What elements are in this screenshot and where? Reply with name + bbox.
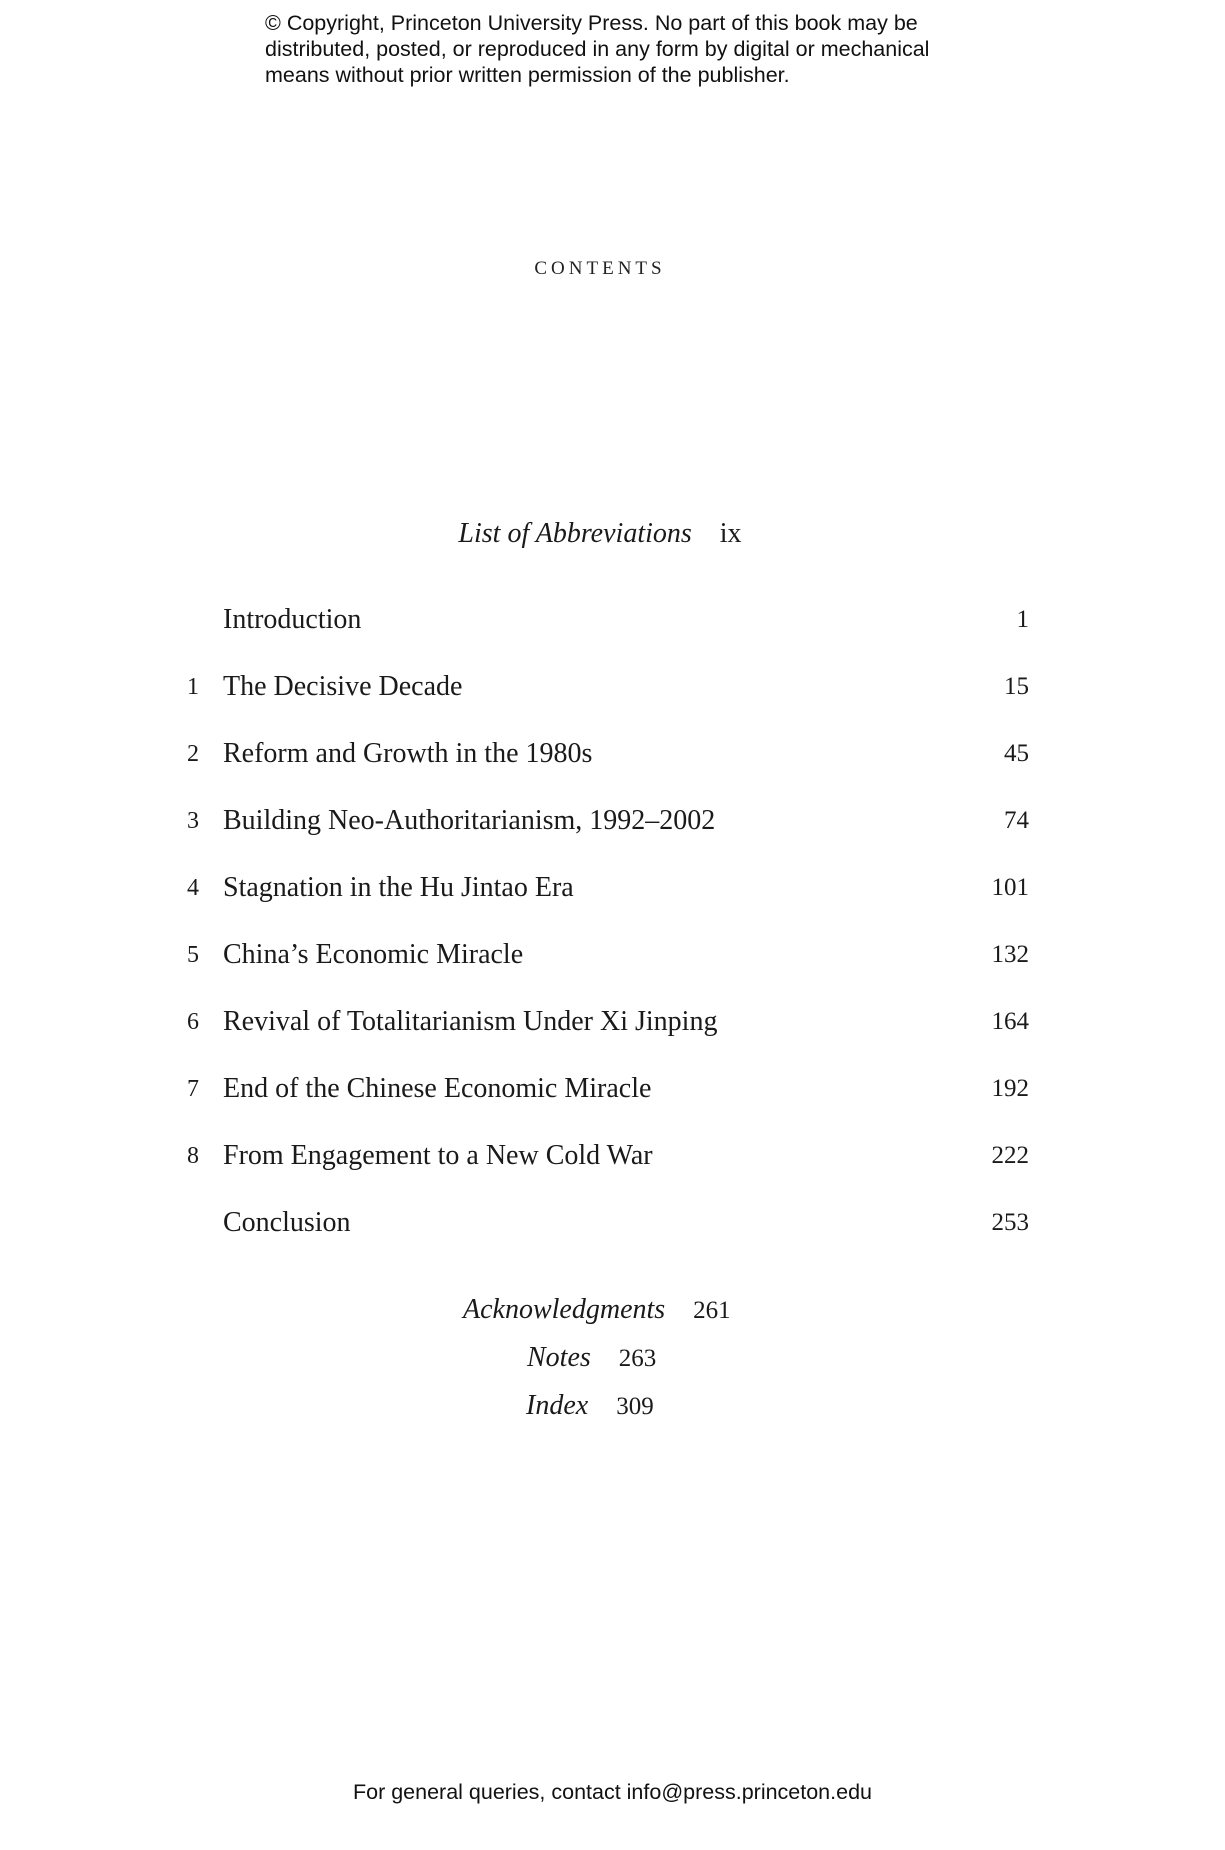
copyright-line: © Copyright, Princeton University Press. No part of this book may be (265, 11, 918, 35)
toc-entry (0, 1002, 1225, 1042)
chapter-page: 192 (991, 1075, 1029, 1102)
chapter-number: 3 (187, 808, 199, 834)
contents-heading: contents (534, 250, 666, 280)
chapter-number: 5 (187, 942, 199, 968)
copyright-line: distributed, posted, or reproduced in any form by digital or mechanical (265, 37, 930, 61)
chapter-title: Building Neo-Authoritarianism, 1992–2002 (223, 805, 716, 836)
copyright-line: means without prior written permission of the publisher. (265, 63, 790, 87)
chapter-number: 6 (187, 1009, 199, 1035)
front-matter-entry (0, 518, 1200, 550)
back-matter-title: Acknowledgments (463, 1294, 666, 1325)
chapter-title: The Decisive Decade (223, 671, 463, 702)
chapter-number: 4 (187, 875, 199, 901)
back-matter-title: Notes (527, 1342, 591, 1373)
chapter-page: 253 (991, 1209, 1029, 1236)
back-matter-entry (463, 1290, 731, 1330)
chapter-number: 8 (187, 1143, 199, 1169)
chapter-title: Introduction (223, 604, 362, 635)
toc-entry (0, 801, 1225, 841)
toc-entry (0, 1203, 1225, 1243)
back-matter-page: 309 (616, 1393, 654, 1420)
chapter-page: 132 (991, 941, 1029, 968)
chapter-number: 7 (187, 1076, 199, 1102)
chapter-title: Conclusion (223, 1207, 351, 1238)
chapter-page: 164 (991, 1008, 1029, 1035)
back-matter-title: Index (526, 1390, 589, 1421)
toc-entry (0, 868, 1225, 908)
chapter-page: 15 (1004, 673, 1029, 700)
chapter-title: End of the Chinese Economic Miracle (223, 1073, 652, 1104)
copyright-notice (265, 10, 1025, 88)
chapter-title: Reform and Growth in the 1980s (223, 738, 593, 769)
chapter-page: 101 (991, 874, 1029, 901)
front-matter-title: List of Abbreviations (458, 518, 692, 549)
chapter-page: 222 (991, 1142, 1029, 1169)
back-matter-entry (527, 1338, 656, 1378)
toc-entry (0, 600, 1225, 640)
back-matter-page: 261 (693, 1297, 731, 1324)
chapter-number: 1 (187, 674, 199, 700)
footer-contact: For general queries, contact info@press.princeton.edu (352, 1780, 872, 1804)
chapter-page: 45 (1004, 740, 1029, 767)
toc-entry (0, 1069, 1225, 1109)
chapter-page: 1 (1016, 606, 1029, 633)
chapter-title: From Engagement to a New Cold War (223, 1140, 653, 1171)
back-matter-page: 263 (618, 1345, 657, 1372)
chapter-number: 2 (187, 741, 199, 767)
chapter-title: Stagnation in the Hu Jintao Era (223, 872, 574, 903)
toc-entry (0, 935, 1225, 975)
chapter-title: Revival of Totalitarianism Under Xi Jinping (223, 1006, 718, 1037)
toc-entry (0, 734, 1225, 774)
back-matter-entry (526, 1386, 654, 1426)
front-matter-page: ix (719, 518, 742, 549)
chapter-title: China’s Economic Miracle (223, 939, 524, 970)
chapter-page: 74 (1004, 807, 1029, 834)
toc-entry (0, 1136, 1225, 1176)
toc-entry (0, 667, 1225, 707)
